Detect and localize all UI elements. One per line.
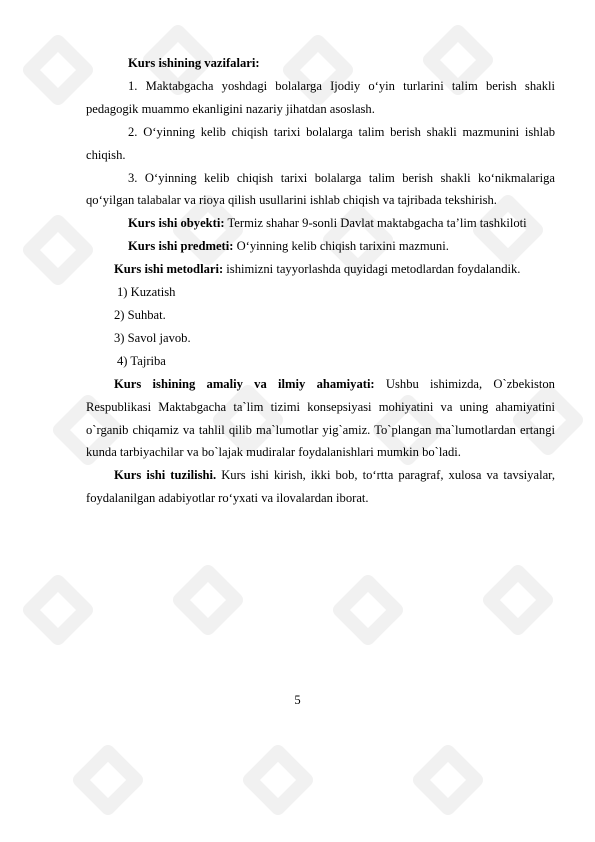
- method-item: 3) Savol javob.: [114, 330, 191, 345]
- importance-paragraph: [86, 373, 555, 465]
- methods-paragraph: [86, 258, 555, 281]
- method-item: 2) Suhbat.: [114, 307, 166, 322]
- page-number: 5: [294, 693, 301, 707]
- task-1: 1. Maktabgacha yoshdagi bolalarga Ijodiy o‘yin turlarini talim berish shakli pedagogik muammo ekanligini nazariy jihatdan asoslash.: [86, 78, 555, 116]
- subject-label: Kurs ishi predmeti:: [128, 239, 234, 254]
- structure-paragraph: [86, 464, 555, 510]
- method-item: 1) Kuzatish: [117, 285, 176, 300]
- method-item: 4) Tajriba: [117, 353, 166, 368]
- tasks-heading: Kurs ishining vazifalari:: [128, 56, 260, 70]
- importance-label: Kurs ishining amaliy va ilmiy ahamiyati:: [114, 376, 375, 391]
- subject-text: O‘yinning kelib chiqish tarixini mazmuni.: [233, 239, 449, 254]
- subject-paragraph: [86, 235, 555, 258]
- structure-text: Kurs ishi kirish, ikki bob, to‘rtta paragraf, xulosa va tavsiyalar, foydalanilgan adabiyotlar ro‘yxati va ilovalardan iborat.: [86, 468, 555, 506]
- object-label: Kurs ishi obyekti:: [128, 216, 225, 231]
- task-2: 2. O‘yinning kelib chiqish tarixi bolalarga talim berish shakli mazmunini ishlab chiqish.: [86, 124, 555, 162]
- importance-text: Ushbu ishimizda, O`zbekiston Respublikasi Maktabgacha ta`lim tizimi konsepsiyasi mohiyatini va uning ahamiyatini o`rganib chiqamiz va tahlil qilib ma`lumotlar yig`amiz. To`plangan ma`lumotlardan ertangi kunda tarbiyachilar va bo`lajak mudiralar foydalanishlari mumkin bo`ladi.: [86, 376, 555, 460]
- methods-text: ishimizni tayyorlashda quyidagi metodlardan foydalandik.: [223, 262, 521, 277]
- task-3: 3. O‘yinning kelib chiqish tarixi bolalarga talim berish shakli ko‘nikmalariga qo‘yilgan talabalar va rioya qilish usullarini ishlab chiqish va tajribada tekshirish.: [86, 170, 555, 208]
- object-paragraph: [86, 212, 555, 235]
- methods-label: Kurs ishi metodlari:: [114, 262, 224, 277]
- object-text: Termiz shahar 9-sonli Davlat maktabgacha ta’lim tashkiloti: [224, 216, 527, 231]
- structure-label: Kurs ishi tuzilishi.: [114, 468, 217, 483]
- body-text: [86, 52, 555, 510]
